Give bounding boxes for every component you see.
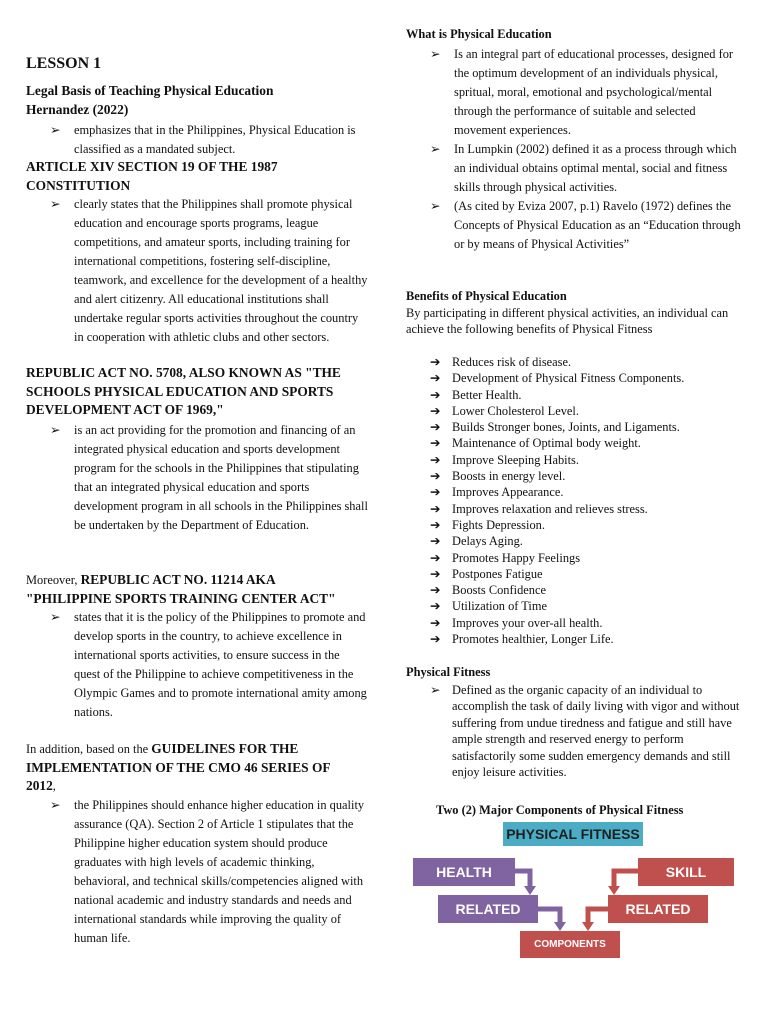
health-related-box: RELATED [438,895,538,923]
benefits-list [430,354,684,647]
lesson-title: LESSON 1 [26,55,102,72]
right-arrow-icon: ➔ [430,403,441,418]
triangle-arrow-icon: ➢ [50,610,61,624]
triangle-arrow-icon: ➢ [430,47,441,61]
benefit-item: ➔ Improves your over-all health. [430,615,603,630]
bullet-cmo46: ➢ the Philippines should enhance higher education in quality assurance (QA). Section 2 of Article 1 stipulates that the Philippine higher education system should produce graduates with high levels of academic thinking, behavioral, and technical skills/competencies aligned with national academic and industry standards and needs and international standards while improving the quality of human life. [50,798,365,945]
bullet-ra5708: ➢ is an act providing for the promotion and financing of an integrated physical education and sports development program for the schools in the Philippines that stipulating that an integrated physical education and sports development program in all schools in the Philippines shall be undertaken by the Department of Education. [50,423,368,532]
connector-skill [614,871,638,888]
triangle-arrow-icon: ➢ [430,199,441,213]
right-arrow-icon: ➔ [430,436,441,451]
legal-basis-heading: Legal Basis of Teaching Physical Education [26,83,274,98]
right-arrow-icon: ➔ [430,452,441,467]
right-arrow-icon: ➔ [430,615,441,630]
pe-heading: What is Physical Education [406,27,552,41]
connector-skill-related [588,909,608,924]
right-arrow-icon: ➔ [430,469,441,484]
right-arrow-icon: ➔ [430,420,441,435]
triangle-arrow-icon: ➢ [430,142,441,156]
right-arrow-icon: ➔ [430,534,441,549]
benefit-item: ➔ Maintenance of Optimal body weight. [430,436,641,451]
benefit-item: ➔ Boosts in energy level. [430,469,566,484]
pe-bullet-2: ➢ In Lumpkin (2002) defined it as a process through which an individual obtains optimal mental, social and fitness skills through physical activities. [430,142,737,194]
benefit-item: ➔ Boosts Confidence [430,583,546,598]
benefit-item: ➔ Builds Stronger bones, Joints, and Ligaments. [430,420,680,435]
pe-bullet-3: ➢ (As cited by Eviza 2007, p.1) Ravelo (1972) defines the Concepts of Physical Education as an “Education through or by means of Physical Activities” [430,199,741,251]
benefits-heading: Benefits of Physical Education [406,289,567,303]
right-arrow-icon: ➔ [430,371,441,386]
benefit-item: ➔ Utilization of Time [430,599,547,614]
right-arrow-icon: ➔ [430,583,441,598]
bullet-article: ➢ clearly states that the Philippines shall promote physical education and encourage sports programs, league competitions, and amateur sports, including training for international competitions, fostering self-discipline, teamwork, and excellence for the development of a healthy and alert citizenry. All educational institutions shall undertake regular sports activities throughout the country in cooperation with athletic clubs and other sectors. [50,197,368,344]
triangle-arrow-icon: ➢ [50,798,61,812]
bullet-hernandez: ➢ emphasizes that in the Philippines, Physical Education is classified as a mandated subject. [50,123,356,156]
right-arrow-icon: ➔ [430,501,441,516]
article-heading: ARTICLE XIV SECTION 19 OF THE 1987 CONSTITUTION [26,159,278,193]
benefit-item: ➔ Development of Physical Fitness Components. [430,371,685,386]
skill-box: SKILL [638,858,734,886]
arrowhead-skill [608,886,620,895]
diagram-title: Two (2) Major Components of Physical Fitness [436,803,684,817]
benefit-item: ➔ Promotes Happy Feelings [430,550,581,565]
skill-related-box: RELATED [608,895,708,923]
health-box: HEALTH [413,858,515,886]
physical-fitness-box: PHYSICAL FITNESS [503,822,643,846]
arrowhead-health-related [554,922,566,931]
triangle-arrow-icon: ➢ [50,423,61,437]
benefit-item: ➔ Improves Appearance. [430,485,564,500]
triangle-arrow-icon: ➢ [50,123,61,137]
benefit-item: ➔ Improve Sleeping Habits. [430,452,579,467]
physical-fitness-heading: Physical Fitness [406,665,491,679]
pe-bullet-1: ➢ Is an integral part of educational processes, designed for the optimum development of an individuals physical, spritual, moral, emotional and psychological/mental through the performance of suitable and selected movement experiences. [430,47,734,137]
ra5708-heading: REPUBLIC ACT NO. 5708, ALSO KNOWN AS "THE SCHOOLS PHYSICAL EDUCATION AND SPORTS DEVELOPMENT ACT OF 1969," [26,365,341,417]
components-box: COMPONENTS [520,931,620,958]
benefit-item: ➔ Better Health. [430,387,522,402]
hernandez-heading: Hernandez (2022) [26,102,129,117]
arrowhead-health [524,886,536,895]
benefit-item: ➔ Fights Depression. [430,517,545,532]
connector-health [515,871,530,888]
bullet-ra11214: ➢ states that it is the policy of the Philippines to promote and develop sports in the country, to achieve excellence in international sports activities, to ensure success in the quest of the Philippine to achieve competitiveness in the Olympic Games and to promote international amity among nations. [50,610,367,719]
benefit-item: ➔ Postpones Fatigue [430,566,543,581]
moreover-paragraph: Moreover, REPUBLIC ACT NO. 11214 AKA "PHILIPPINE SPORTS TRAINING CENTER ACT" [26,572,336,606]
arrowhead-skill-related [582,922,594,931]
right-arrow-icon: ➔ [430,485,441,500]
benefit-item: ➔ Improves relaxation and relieves stress. [430,501,648,516]
right-arrow-icon: ➔ [430,517,441,532]
right-arrow-icon: ➔ [430,566,441,581]
pf-bullet: ➢ Defined as the organic capacity of an individual to accomplish the task of daily living with vigor and without suffering from undue tiredness and fatigue and still have ample strength and reserved energy to perform satisfactorily some sudden emergency demands and still enjoy leisure activities. [430,683,740,780]
triangle-arrow-icon: ➢ [430,683,441,697]
benefit-item: ➔ Reduces risk of disease. [430,355,572,369]
triangle-arrow-icon: ➢ [50,197,61,211]
connector-health-related [538,909,560,924]
right-arrow-icon: ➔ [430,355,441,369]
in-addition-paragraph: In addition, based on the GUIDELINES FOR THE IMPLEMENTATION OF THE CMO 46 SERIES OF 2012, [26,741,331,793]
right-arrow-icon: ➔ [430,632,441,647]
benefits-intro: By participating in different physical activities, an individual can achieve the following benefits of Physical Fitness [406,306,729,336]
right-arrow-icon: ➔ [430,599,441,614]
right-arrow-icon: ➔ [430,550,441,565]
benefit-item: ➔ Delays Aging. [430,534,523,549]
benefit-item: ➔ Promotes healthier, Longer Life. [430,632,614,647]
right-arrow-icon: ➔ [430,387,441,402]
benefit-item: ➔ Lower Cholesterol Level. [430,403,579,418]
